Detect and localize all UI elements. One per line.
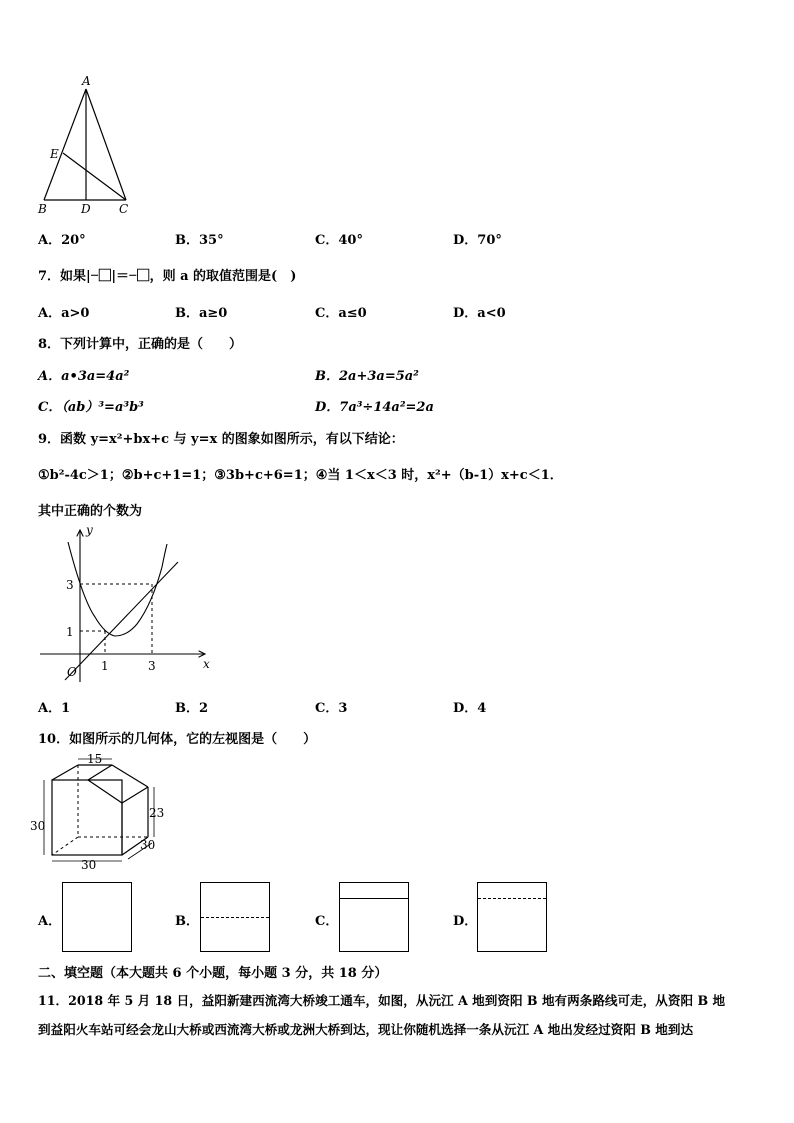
x-label: x xyxy=(203,657,210,671)
q11-line1: 11．2018 年 5 月 18 日，益阳新建西流湾大桥竣工通车，如图，从沅江 A 地到资阳 B 地有两条路线可走，从资阳 B 地 xyxy=(38,993,726,1008)
side-ac xyxy=(86,89,126,200)
dim-height-label: 30 xyxy=(30,819,46,833)
q7-option-c: C．a≤0 xyxy=(315,306,367,321)
label-c: C xyxy=(119,202,129,216)
q8-option-d: D．7a³÷14a²=2a xyxy=(315,400,434,415)
q10-option-b-dashed-line xyxy=(201,917,269,918)
q9-option-b: B．2 xyxy=(175,701,209,716)
q8-option-a: A．a•3a=4a² xyxy=(38,369,130,384)
label-b: B xyxy=(38,202,47,216)
q9-option-c: C．3 xyxy=(315,701,348,716)
y-label: y xyxy=(86,523,93,537)
q10-option-b-view xyxy=(200,882,270,952)
q10-option-c-label: C． xyxy=(315,914,339,929)
q8-option-b: B．2a+3a=5a² xyxy=(315,369,419,384)
q10-option-b-label: B． xyxy=(175,914,199,929)
hidden-depth xyxy=(52,837,78,855)
q10-option-d-view xyxy=(477,882,547,952)
line-y-equals-x xyxy=(65,562,178,680)
top-left-edge xyxy=(52,765,78,780)
q8-option-c: C．（ab）³=a³b³ xyxy=(38,400,144,415)
triangle-figure xyxy=(30,75,140,220)
section2-title: 二、填空题（本大题共 6 个小题，每小题 3 分，共 18 分） xyxy=(38,966,388,981)
label-e: E xyxy=(50,147,59,161)
q6-option-d: D．70° xyxy=(453,233,502,248)
front-face xyxy=(52,780,122,855)
label-d: D xyxy=(81,202,91,216)
dim-top-label: 15 xyxy=(87,752,103,766)
q10-option-c-solid-line xyxy=(340,898,408,899)
solid-figure xyxy=(30,752,180,875)
q6-option-a: A．20° xyxy=(38,233,86,248)
q7-option-d: D．a<0 xyxy=(453,306,506,321)
q9-count-line: 其中正确的个数为 xyxy=(38,504,143,519)
q9-option-a: A．1 xyxy=(38,701,71,716)
function-graph xyxy=(35,522,225,682)
q6-option-b: B．35° xyxy=(175,233,224,248)
q10-option-d-dashed-line xyxy=(478,898,546,899)
q10-option-c-view xyxy=(339,882,409,952)
q10-option-d-label: D． xyxy=(453,914,478,929)
cut-front xyxy=(88,780,122,803)
segment-ec xyxy=(63,153,126,200)
q7-option-a: A．a>0 xyxy=(38,306,90,321)
dim-right-label: 23 xyxy=(149,806,165,820)
dim-depth-label: 30 xyxy=(140,838,156,852)
q10-stem: 10．如图所示的几何体，它的左视图是（ ） xyxy=(38,732,317,747)
q9-option-d: D．4 xyxy=(453,701,487,716)
y-tick-3: 3 xyxy=(66,578,74,592)
y-tick-1: 1 xyxy=(66,625,74,639)
side-ab xyxy=(44,89,86,200)
q11-line2: 到益阳火车站可经会龙山大桥或西流湾大桥或龙洲大桥到达，现让你随机选择一条从沅江 A 地出发经过资阳 B 地到达 xyxy=(38,1022,694,1037)
top-slant-edge xyxy=(88,765,112,780)
cut-right xyxy=(122,787,148,803)
cut-back xyxy=(112,765,148,787)
x-tick-3: 3 xyxy=(148,659,156,673)
q6-option-c: C．40° xyxy=(315,233,363,248)
q9-conclusions: ①b²-4c＞1；②b+c+1=1；③3b+c+6=1；④当 1＜x＜3 时，x²+（b-1）x+c＜1． xyxy=(38,468,563,483)
x-tick-1: 1 xyxy=(101,659,109,673)
q9-stem: 9．函数 y=x²+bx+c 与 y=x 的图象如图所示，有以下结论： xyxy=(38,432,404,447)
origin-label: O xyxy=(67,665,77,679)
q8-stem: 8．下列计算中，正确的是（ ） xyxy=(38,337,243,352)
q7-stem: 7．如果|−⃞|＝−⃞，则 a 的取值范围是( ) xyxy=(38,269,297,284)
q7-option-b: B．a≥0 xyxy=(175,306,228,321)
dim-width-label: 30 xyxy=(81,858,97,872)
q10-option-a-view xyxy=(62,882,132,952)
label-a: A xyxy=(82,74,91,88)
q10-option-a-label: A． xyxy=(38,914,62,929)
